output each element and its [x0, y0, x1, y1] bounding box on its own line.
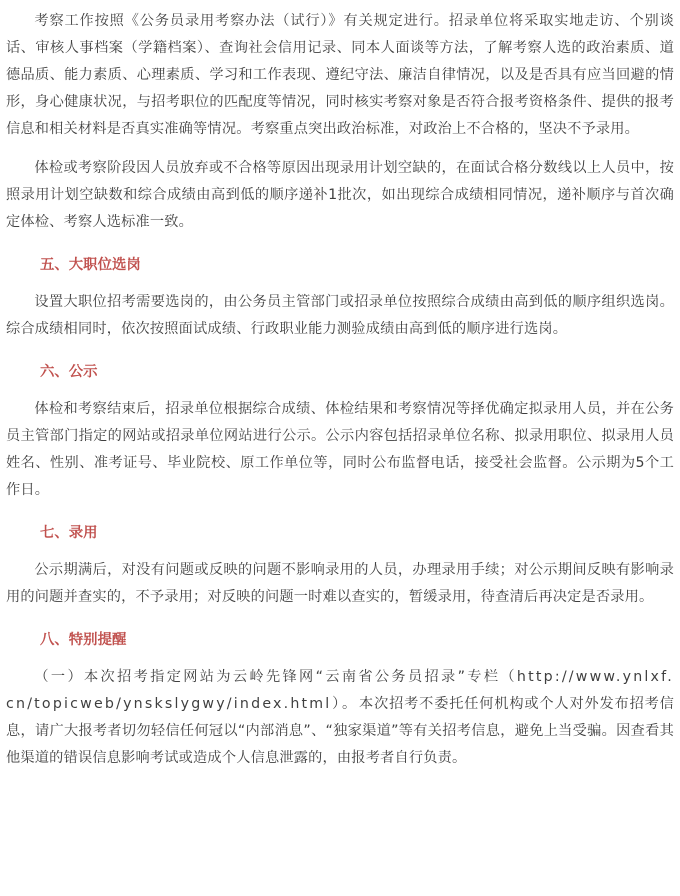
section-heading-position-selection: 五、大职位选岗 [40, 257, 141, 273]
reminder-designated-website: （一）本次招考指定网站为云岭先锋网“云南省公务员招录”专栏（http://www.ynlxf.cn/topicweb/ynskslygwy/index.html）。 [6, 669, 674, 712]
section-heading-publicity: 六、公示 [40, 364, 98, 380]
paragraph-employment: 公示期满后，对没有问题或反映的问题不影响录用的人员，办理录用手续；对公示期间反映有影响录用的问题并查实的，不予录用；对反映的问题一时难以查实的，暂缓录用，待查清后再决定是否录用。 [6, 562, 674, 605]
paragraph-inspection-work: 考察工作按照《公务员录用考察办法（试行）》有关规定进行。招录单位将采取实地走访、个别谈话、审核人事档案（学籍档案）、查询社会信用记录、同本人面谈等方法，了解考察人选的政治素质、道德品质、能力素质、心理素质、学习和工作表现、遵纪守法、廉洁自律情况，以及是否具有应当回避的情形，身心健康状况，与招考职位的匹配度等情况，同时核实考察对象是否符合报考资格条件、提供的报考信息和相关材料是否真实准确等情况。考察重点突出政治标准，对政治上不合格的，坚决不予录用。 [6, 13, 674, 137]
reminder-no-agents-warning: 本次招考不委托任何机构或个人对外发布招考信息，请广大报考者切勿轻信任何冠以“内部消息”、“独家渠道”等有关招考信息，避免上当受骗。因查看其他渠道的错误信息影响考试或造成个人信息泄露的，由报考者自行负责。 [6, 696, 675, 766]
paragraph-special-reminder [6, 664, 674, 772]
section-heading-employment: 七、录用 [40, 525, 98, 541]
paragraph-vacancy-replacement: 体检或考察阶段因人员放弃或不合格等原因出现录用计划空缺的，在面试合格分数线以上人员中，按照录用计划空缺数和综合成绩由高到低的顺序递补1批次，如出现综合成绩相同情况，递补顺序与首次确定体检、考察人选标准一致。 [6, 160, 674, 230]
section-heading-special-reminder: 八、特别提醒 [40, 632, 127, 648]
paragraph-publicity: 体检和考察结束后，招录单位根据综合成绩、体检结果和考察情况等择优确定拟录用人员，并在公务员主管部门指定的网站或招录单位网站进行公示。公示内容包括招录单位名称、拟录用职位、拟录用人员姓名、性别、准考证号、毕业院校、原工作单位等，同时公布监督电话，接受社会监督。公示期为5个工作日。 [6, 401, 674, 498]
paragraph-position-selection: 设置大职位招考需要选岗的，由公务员主管部门或招录单位按照综合成绩由高到低的顺序组织选岗。综合成绩相同时，依次按照面试成绩、行政职业能力测验成绩由高到低的顺序进行选岗。 [6, 294, 674, 337]
